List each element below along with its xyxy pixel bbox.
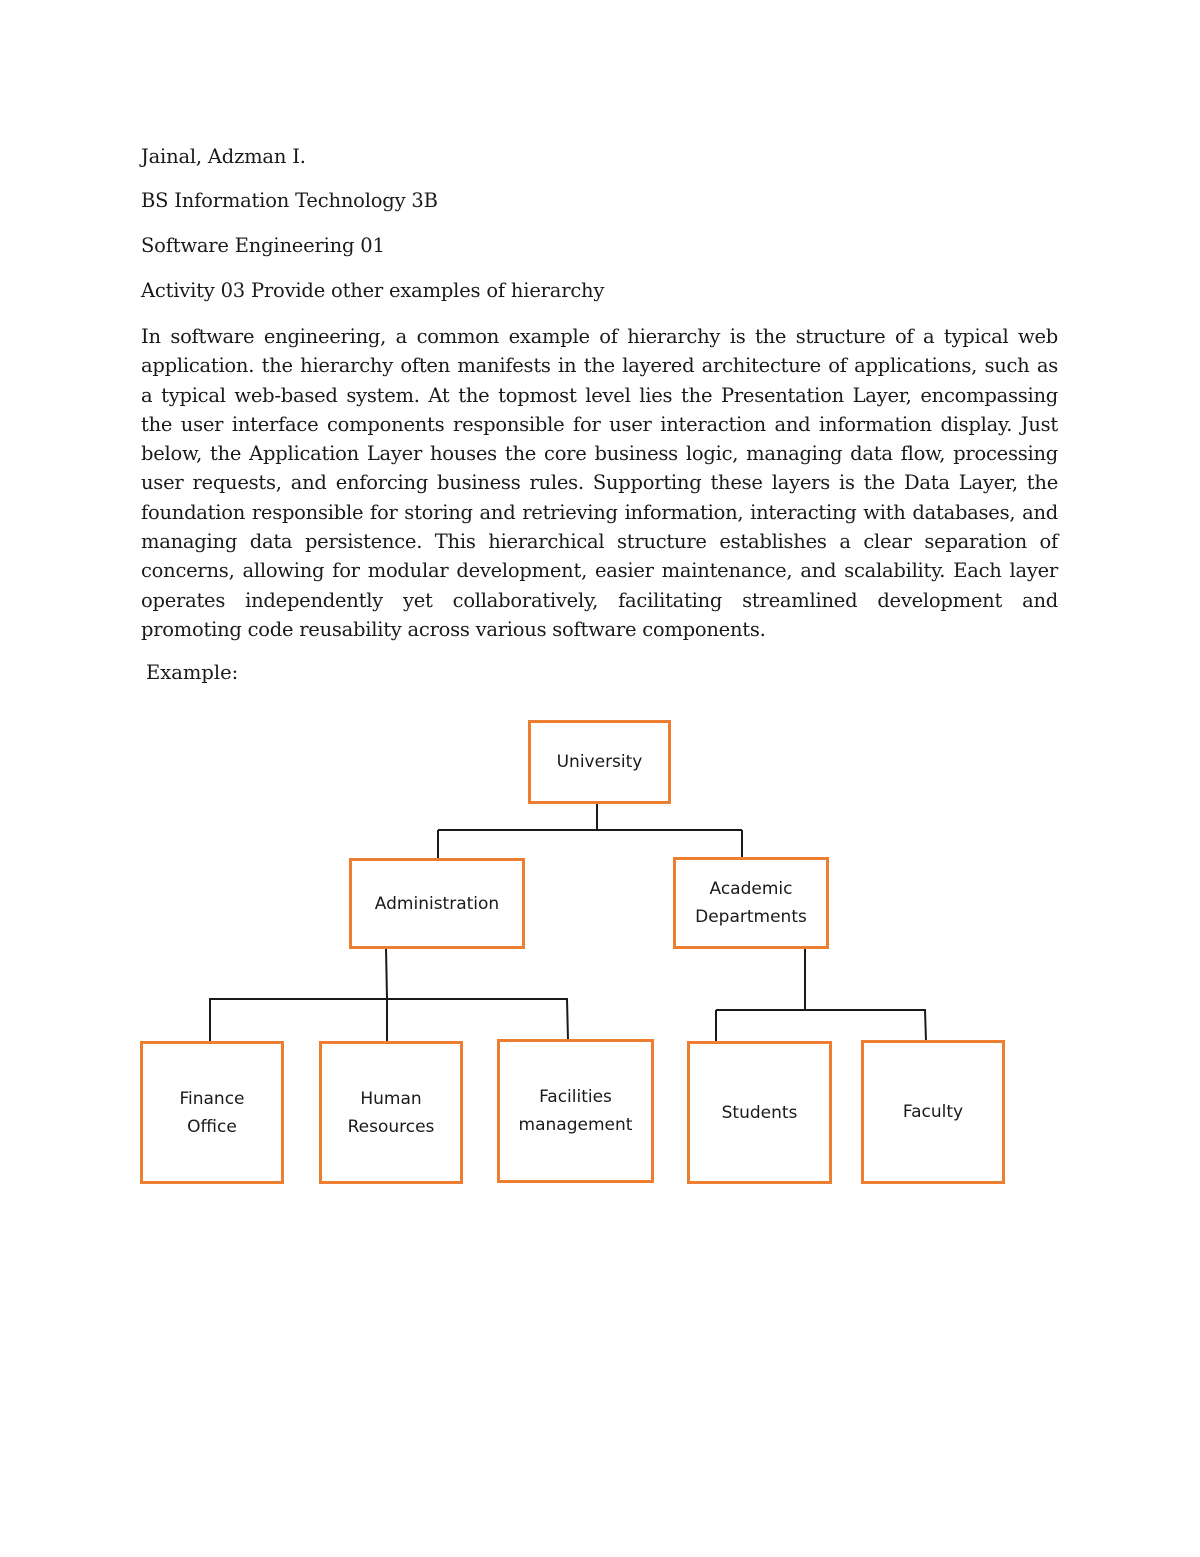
example-label: Example:: [146, 661, 239, 684]
connector-to-facilities: [567, 999, 568, 1040]
connector-to-faculty: [925, 1010, 926, 1041]
activity-title: Activity 03 Provide other examples of hierarchy: [141, 279, 605, 302]
program-line: BS Information Technology 3B: [141, 189, 438, 212]
connector-administration-stem: [386, 948, 387, 999]
node-university: University: [528, 720, 671, 804]
node-human-resources: Human Resources: [319, 1041, 463, 1184]
course-line: Software Engineering 01: [141, 234, 385, 257]
node-faculty: Faculty: [861, 1040, 1005, 1184]
node-facilities-management: Facilities management: [497, 1039, 654, 1183]
author-name: Jainal, Adzman I.: [141, 145, 306, 168]
node-academic-departments: Academic Departments: [673, 857, 829, 949]
node-finance-office: Finance Office: [140, 1041, 284, 1184]
node-students: Students: [687, 1041, 832, 1184]
node-administration: Administration: [349, 858, 525, 949]
body-paragraph: In software engineering, a common example of hierarchy is the structure of a typical web application. the hierarchy often manifests in the layered architecture of applications, such as a typical web-based system. At the topmost level lies the Presentation Layer, encompassing the user interface components responsible for user interaction and information display. Just below, the Application Layer houses the core business logic, managing data flow, processing user requests, and enforcing business rules. Supporting these layers is the Data Layer, the foundation responsible for storing and retrieving information, interacting with databases, and managing data persistence. This hierarchical structure establishes a clear separation of concerns, allowing for modular development, easier maintenance, and scalability. Each layer operates independently yet collaboratively, facilitating streamlined development and promoting code reusability across various software components.: [141, 325, 1058, 641]
